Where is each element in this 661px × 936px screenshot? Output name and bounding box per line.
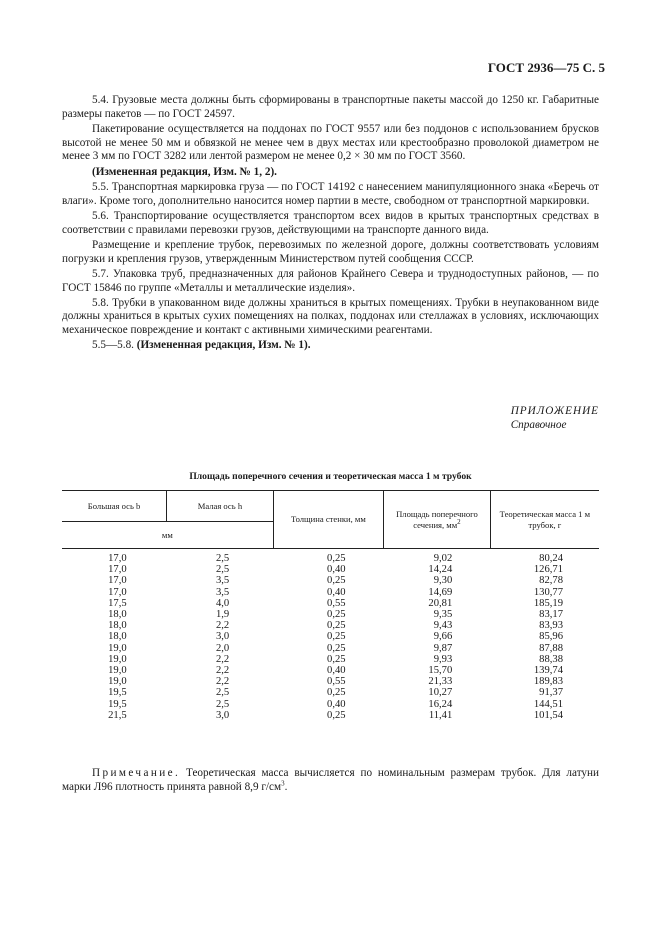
table-cell: 85,96 — [539, 631, 563, 643]
table-row — [62, 598, 599, 609]
table-cell: 0,25 — [327, 631, 346, 643]
table-cell: 189,83 — [533, 676, 563, 688]
note-text: Теоретическая масса вычисляется по номинальным размерам трубок. Для латуни марки Л96 плотность принята равной 8,9 г/см — [62, 767, 600, 793]
table-cell: 2,0 — [215, 642, 230, 654]
table-cell: 17,0 — [108, 586, 127, 598]
table-cell: 0,40 — [327, 586, 346, 598]
table-cell: 3,0 — [215, 709, 230, 721]
table-row — [62, 665, 599, 676]
header-wall-thickness: Толщина стенки, мм — [273, 491, 383, 549]
table-cell: 0,25 — [327, 642, 346, 654]
table-cell: 0,55 — [327, 676, 346, 688]
table-cell: 2,5 — [215, 553, 230, 564]
table-row — [62, 609, 599, 620]
table-cell: 21,33 — [428, 676, 453, 688]
paragraph-packaging: Пакетирование осуществляется на поддонах по ГОСТ 9557 или без поддонов с использованием брусков высотой не менее 50 мм и обвязкой не менее чем в двух местах или крестообразно проволокой диаметром не менее 3 мм по ГОСТ 3282 или лентой размером не менее 0,2 × 30 мм по ГОСТ 3560. — [62, 122, 599, 163]
table-cell: 14,69 — [428, 586, 453, 598]
table-title: Площадь поперечного сечения и теоретическая масса 1 м трубок — [189, 471, 472, 482]
note-sup: 3 — [281, 778, 285, 787]
table-cell: 9,87 — [433, 642, 453, 654]
table-cell: 3,0 — [215, 631, 230, 643]
table-cell: 0,25 — [327, 687, 346, 699]
table-cell: 82,78 — [539, 575, 563, 587]
table-cell: 2,5 — [215, 564, 230, 576]
paragraph-5-6: 5.6. Транспортирование осуществляется транспортом всех видов в крытых транспортных средствах в соответствии с правилами перевозки грузов, действующими на транспорте данного вида. — [62, 209, 599, 236]
table-cell: 83,17 — [539, 609, 563, 621]
table-cell: 2,2 — [215, 665, 230, 677]
table-cell: 17,5 — [108, 597, 127, 609]
body-text — [62, 94, 599, 355]
table-cell: 0,55 — [327, 597, 346, 609]
header-area: Площадь поперечного сечения, $мм^2$ — [384, 491, 491, 549]
page-header: ГОСТ 2936—75 С. 5 — [487, 60, 605, 75]
table-cell: 185,19 — [533, 597, 563, 609]
data-table — [62, 490, 599, 721]
appendix-title: ПРИЛОЖЕНИЕ — [510, 405, 599, 417]
table-cell: 4,0 — [215, 597, 230, 609]
table-row — [62, 575, 599, 586]
table-cell: 80,24 — [539, 553, 563, 564]
table-cell: 0,40 — [327, 665, 346, 677]
revision-note-1: (Измененная редакция, Изм. № 1, 2). — [92, 165, 277, 178]
table-cell: 144,51 — [533, 698, 563, 710]
table-cell: 88,38 — [539, 653, 563, 665]
table-cell: 2,2 — [215, 653, 230, 665]
table-cell: 0,25 — [327, 653, 346, 665]
table-cell: 19,0 — [108, 676, 127, 688]
table-cell: 3,5 — [215, 586, 230, 598]
table-cell: 9,66 — [433, 631, 453, 643]
table-row — [62, 587, 599, 598]
table-cell: 87,88 — [539, 642, 563, 654]
table-row — [62, 643, 599, 654]
header-unit: мм — [161, 529, 173, 540]
table-cell: 83,93 — [539, 620, 563, 632]
table-row — [62, 620, 599, 631]
table-cell: 18,0 — [108, 609, 127, 621]
table-row — [62, 564, 599, 575]
revision-note-2: 5.5—5.8. (Измененная редакция, Изм. № 1). — [92, 339, 311, 352]
table-cell: 0,40 — [327, 564, 346, 576]
table-cell: 16,24 — [428, 698, 453, 710]
table-cell: 0,25 — [327, 575, 346, 587]
table-cell: 19,5 — [108, 687, 127, 699]
table-cell: 0,25 — [327, 709, 346, 721]
header-mass: Теоретическая масса 1 м трубок, г — [490, 491, 599, 549]
table-cell: 15,70 — [428, 665, 453, 677]
paragraph-5-4: 5.4. Грузовые места должны быть сформированы в транспортные пакеты массой до 1250 кг. Габаритные размеры пакетов — по ГОСТ 24597. — [62, 94, 599, 120]
table-cell: 9,35 — [433, 609, 453, 621]
table-cell: 2,2 — [215, 676, 230, 688]
table-cell: 17,0 — [108, 575, 127, 587]
table-cell: 101,54 — [533, 709, 563, 721]
table-cell: 19,5 — [108, 698, 127, 710]
table-row — [62, 676, 599, 687]
table-cell: 18,0 — [108, 631, 127, 643]
table-cell: 0,25 — [327, 553, 346, 564]
paragraph-placement: Размещение и крепление трубок, перевозимых по железной дороге, должны соответствовать условиям погрузки и крепления грузов, утвержденным Министерством путей сообщения СССР. — [62, 238, 599, 265]
table-cell: 1,9 — [215, 609, 230, 621]
header-minor-axis: Малая ось h — [167, 491, 274, 522]
table-row — [62, 549, 599, 565]
table-cell: 14,24 — [428, 564, 453, 576]
table-row — [62, 654, 599, 665]
table-cell: 18,0 — [108, 620, 127, 632]
table-cell: 20,81 — [428, 597, 453, 609]
table-cell: 21,5 — [108, 709, 127, 721]
table-cell: 19,0 — [108, 642, 127, 654]
paragraph-5-7: 5.7. Упаковка труб, предназначенных для районов Крайнего Севера и труднодоступных районов, — по ГОСТ 15846 по группе «Металлы и металлические изделия». — [62, 267, 599, 294]
table-cell: 19,0 — [108, 665, 127, 677]
table-cell: 17,0 — [108, 553, 127, 564]
table-cell: 130,77 — [533, 586, 563, 598]
table-body — [62, 549, 599, 722]
table-cell: 9,30 — [433, 575, 453, 587]
appendix-label — [511, 405, 599, 432]
paragraph-5-8: 5.8. Трубки в упакованном виде должны храниться в крытых помещениях. Трубки в неупакованном виде должны храниться в крытых сухих помещениях на полках, поддонах или стеллажах в условиях, исключающих механическое повреждение и контакт с активными химическими реагентами. — [62, 296, 599, 337]
table-cell: 17,0 — [108, 564, 127, 576]
table-cell: 9,43 — [433, 620, 453, 632]
appendix-subtitle: Справочное — [510, 418, 567, 431]
table-row — [62, 699, 599, 710]
table-cell: 3,5 — [215, 575, 230, 587]
table-cell: 0,25 — [327, 620, 346, 632]
table-row — [62, 631, 599, 642]
table-cell: 19,0 — [108, 653, 127, 665]
table-cell: 0,25 — [327, 609, 346, 621]
note-label: Примечание. — [92, 767, 181, 779]
table-cell: 11,41 — [428, 709, 453, 721]
table-row — [62, 687, 599, 698]
table-cell: 9,93 — [433, 653, 453, 665]
table-cell: 2,2 — [215, 620, 230, 632]
table-cell: 91,37 — [539, 687, 563, 699]
table-cell: 126,71 — [533, 564, 563, 576]
table-cell: 0,40 — [327, 698, 346, 710]
table-cell: 10,27 — [428, 687, 453, 699]
paragraph-5-5: 5.5. Транспортная маркировка груза — по ГОСТ 14192 с нанесением манипуляционного знака «Беречь от влаги». Кроме того, дополнительно наносится номер партии в месте, свободном от транспортной маркировки. — [62, 180, 599, 207]
table-cell: 139,74 — [533, 665, 563, 677]
table-cell: 2,5 — [215, 687, 230, 699]
table-cell: 9,02 — [433, 553, 453, 564]
table-row — [62, 710, 599, 721]
note: Примечание. Теоретическая масса вычисляется по номинальным размерам трубок. Для латуни марки Л96 плотность принята равной 8,9 $г/см^3$. — [62, 767, 600, 793]
table-cell: 2,5 — [215, 698, 230, 710]
header-major-axis: Большая ось b — [62, 491, 167, 522]
